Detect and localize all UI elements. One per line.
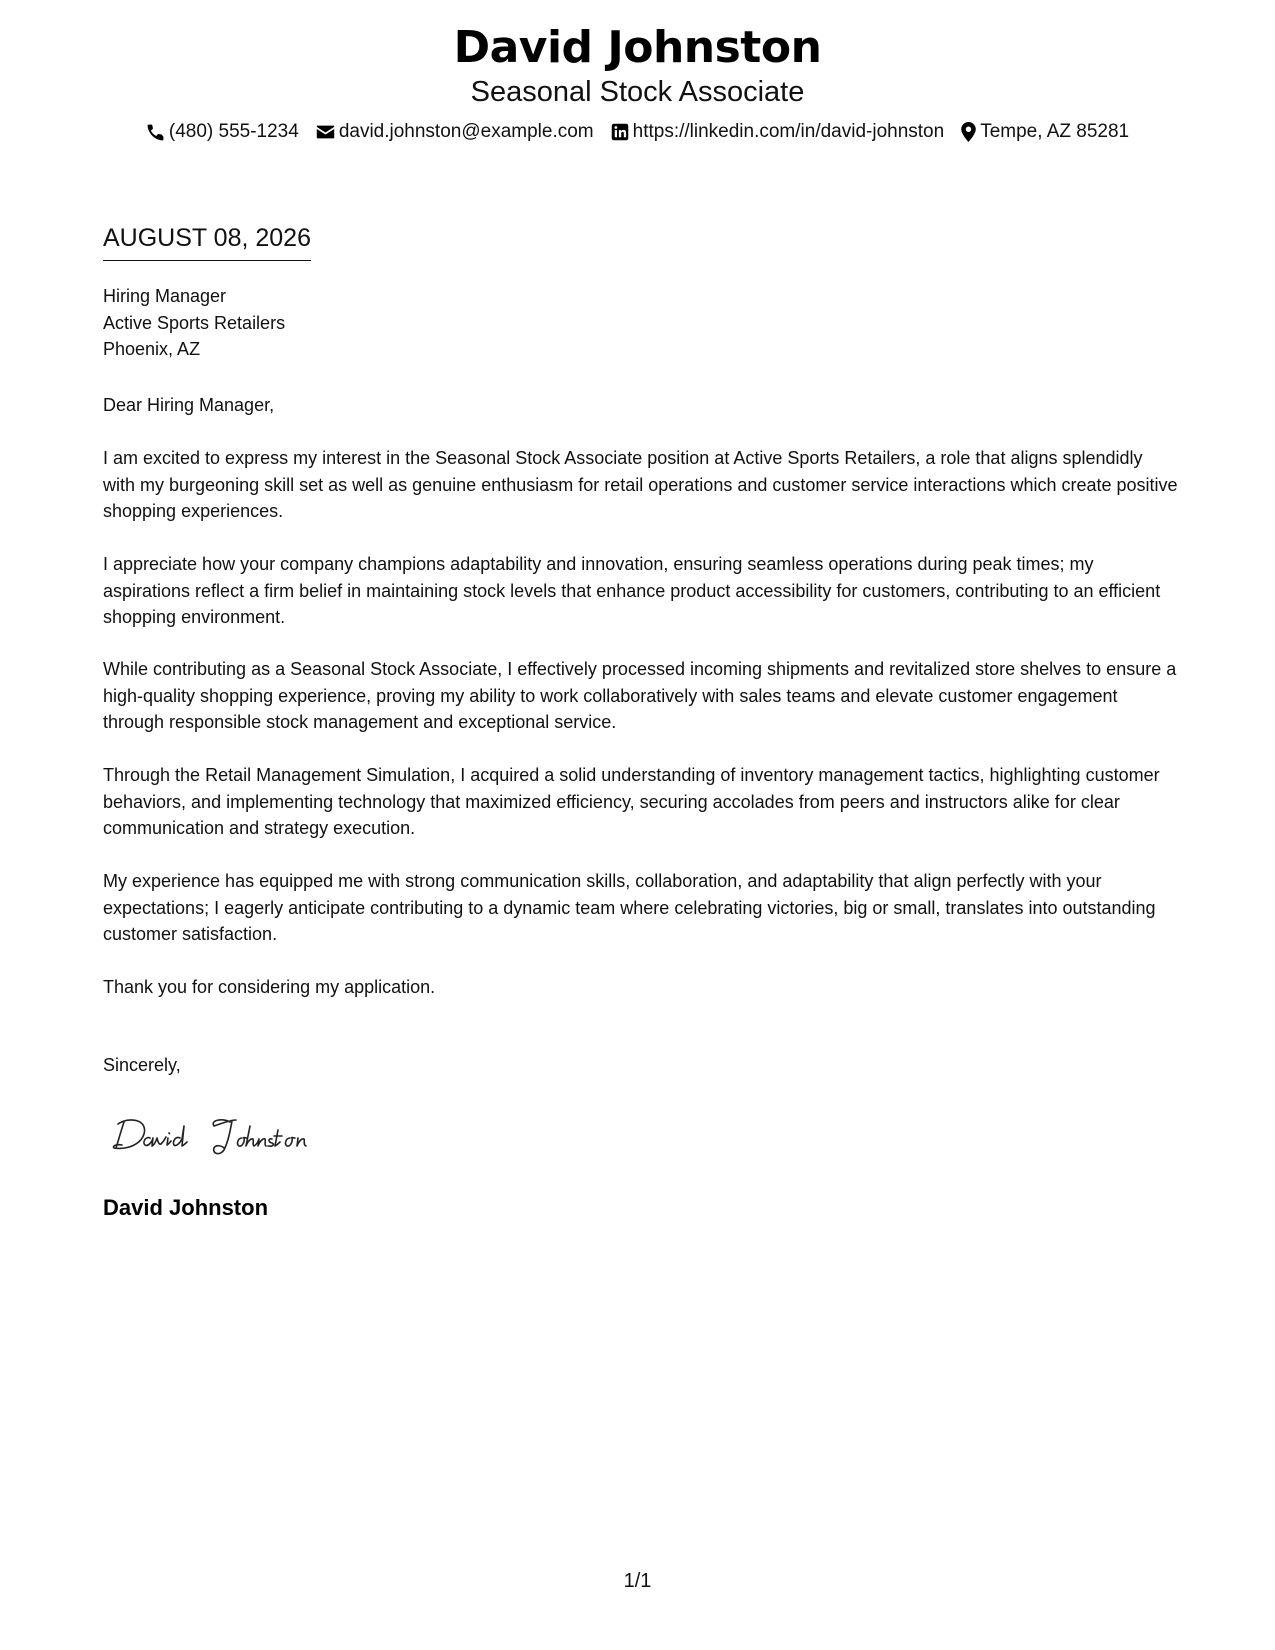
date-block (103, 222, 311, 261)
linkedin-icon (611, 123, 629, 141)
letter-date: AUGUST 08, 2026 (103, 222, 311, 261)
envelope-icon (316, 124, 335, 140)
linkedin-link[interactable]: https://linkedin.com/in/david-johnston (632, 121, 945, 142)
phone-text: (480) 555-1234 (168, 121, 299, 142)
signature-image (110, 1108, 360, 1158)
paragraph-4: Through the Retail Management Simulation, I acquired a solid understanding of inventory management tactics, highlighting customer behaviors, and implementing technology that maximized efficiency, securing accolades from peers and instructors alike for clear communication and strategy execution. (103, 765, 1160, 838)
location-text: Tempe, AZ 85281 (980, 121, 1130, 142)
recipient-block (103, 283, 1178, 363)
contact-email (316, 120, 594, 144)
paragraph-2: I appreciate how your company champions adaptability and innovation, ensuring seamless operations during peak times; my aspirations reflect a firm belief in maintaining stock levels that enhance product accessibility for customers, contributing to an efficient shopping environment. (103, 554, 1161, 627)
handwritten-signature (110, 1108, 360, 1158)
thank-you-line: Thank you for considering my application. (103, 977, 436, 997)
paragraph-5: My experience has equipped me with strong communication skills, collaboration, and adaptability that align perfectly with your expectations; I eagerly anticipate contributing to a dynamic team where celebrating victories, big or small, translates into outstanding customer satisfaction. (103, 871, 1156, 944)
applicant-title: Seasonal Stock Associate (470, 76, 805, 108)
contact-linkedin (611, 120, 945, 144)
signer-name: David Johnston (103, 1195, 269, 1220)
recipient-location: Phoenix, AZ (103, 339, 201, 359)
paragraph-3: While contributing as a Seasonal Stock Associate, I effectively processed incoming shipments and revitalized store shelves to ensure a high-quality shopping experience, proving my ability to work collaboratively with sales teams and elevate customer engagement through responsible stock management and exceptional service. (103, 659, 1177, 732)
paragraph-1: I am excited to express my interest in the Seasonal Stock Associate position at Active Sports Retailers, a role that aligns splendidly with my burgeoning skill set as well as genuine enthusiasm for retail operations and customer service interactions which create positive shopping experiences. (103, 448, 1178, 521)
recipient-company: Active Sports Retailers (103, 312, 286, 333)
letter-header (0, 22, 1275, 144)
map-pin-icon (961, 122, 976, 142)
contact-phone (146, 120, 299, 144)
applicant-name: David Johnston (453, 22, 822, 73)
page-number: 1/1 (623, 1570, 652, 1592)
salutation: Dear Hiring Manager, (103, 395, 275, 415)
phone-icon (146, 123, 165, 142)
contact-info (0, 120, 1275, 144)
closing: Sincerely, (103, 1055, 181, 1075)
email-link[interactable]: david.johnston@example.com (338, 121, 594, 142)
contact-location (961, 120, 1129, 144)
recipient-name: Hiring Manager (103, 286, 227, 306)
